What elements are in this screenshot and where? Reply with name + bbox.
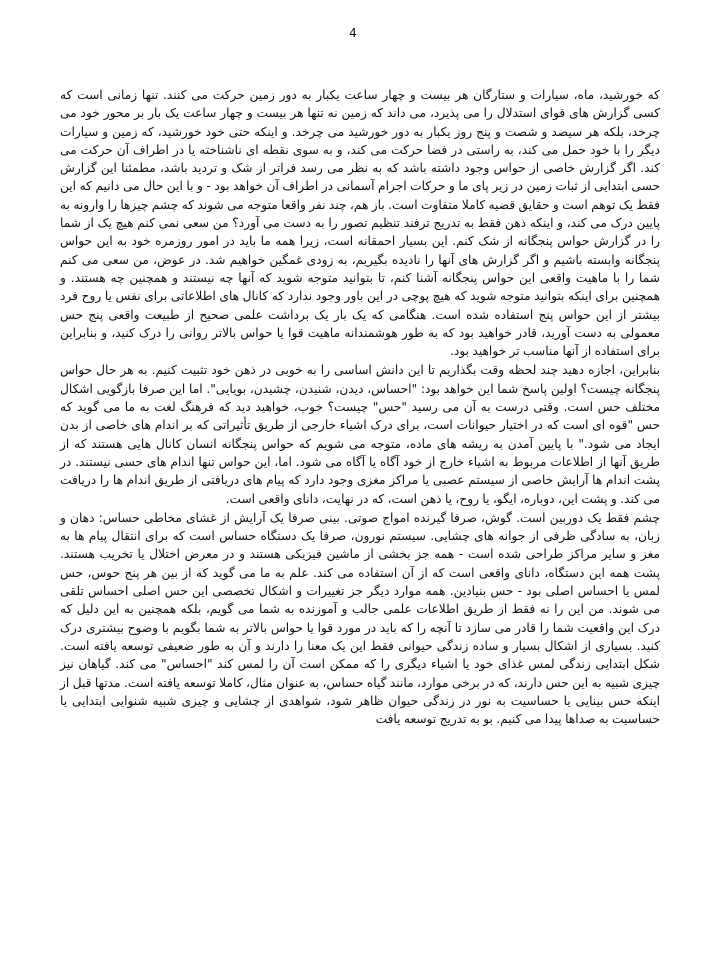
paragraph-1: که خورشید، ماه، سیارات و ستارگان هر بیست و چهار ساعت یکبار به دور زمین حرکت می کنند. تنها زمانی است که کسی گزارش های قوای استدلال را می پذیرد، می داند که زمین نه تنها هر بیست و چهار ساعت یک بار بر محور خود می چرخد، بلکه هر سیصد و شصت و پنج روز یکبار به دور خورشید می چرخد. و اینکه حتی خود خورشید، که زمین و سیارات دیگر را با خود حمل می کند، به راستی در فضا حرکت می کند، و به سوی نقطه ای ناشناخته یا در اطراف آن حرکت می کند. اگر گزارش خاصی از حواس وجود داشته باشد که به نظر می رسد فراتر از شک و تردید باشد، مطمئنا این گزارش حسی ابتدایی از ثبات زمین در زیر پای ما و حرکات اجرام آسمانی در اطراف آن خواهد بود - و با این حال می دانیم که این فقط یک توهم است و حقایق قضیه کاملا متفاوت است. باز هم، چند نفر واقعا متوجه می شوند که چشم چیزها را وارونه به پایین درک می کند، و اینکه ذهن فقط به تدریج ترفند تنظیم تصور را به دست می آورد؟ من سعی نمی کنم هیچ یک از شما را در گزارش حواس پنجگانه از شک کنم. این بسیار احمقانه است، زیرا همه ما باید در امور روزمره خود به این حواس پنجگانه وابسته باشیم و اگر گزارش های آنها را نادیده بگیریم، به زودی غمگین خواهیم شد. در عوض، من سعی می کنم شما را با ماهیت واقعی این حواس پنجگانه آشنا کنم، تا بتوانید متوجه شوید که آنها چه نیستند و همچنین چه هستند. و همچنین برای اینکه بتوانید متوجه شوید که هیچ پوچی در این باور وجود ندارد که کانال های اطلاعاتی برای نفس یا روح فرد بیشتر از این حواس پنج استفاده شده است. هنگامی که یک بار یک برداشت علمی صحیح از طبیعت واقعی پنج حس معمولی به دست آورید، قادر خواهید بود که به طور هوشمندانه ماهیت قوا یا حواس بالاتر روانی را درک کنید، و بنابراین برای استفاده از آنها مناسب تر خواهید بود. [60,88,660,359]
paragraph-3: چشم فقط یک دوربین است. گوش، صرفا گیرنده امواج صوتی. بینی صرفا یک آرایش از غشای مخاطی حساس: دهان و زبان، به سادگی ظرفی از جوانه های چشایی. سیستم نورون، صرفا یک دستگاه حساس است که برای انتقال پیام ها به مغز و سایر مراکز طراحی شده است - همه جز بخشی از ماشین فیزیکی هستند و در معرض اختلال یا تخریب هستند. پشت همه این دستگاه، دانای واقعی است که از آن استفاده می کند. علم به ما می گوید که از بین هر پنج حوس، حس لمس یا احساس اصلی بود - حس بنیادین. همه موارد دیگر جز تغییرات و اشکال تخصصی این حس اصلی احساس تلقی می شوند. من این را نه فقط از طریق اطلاعات علمی جالب و آموزنده به شما می گویم، بلکه همچنین به این دلیل که درک این واقعیت شما را قادر می سازد تا آنچه را که باید در مورد قوا یا حواس بالاتر به شما بگویم با وضوح بیشتری درک کنید. بسیاری از اشکال بسیار و ساده زندگی حیوانی فقط این یک معنا را دارند و آن به طور ضعیفی توسعه یافته است. شکل ابتدایی زندگی لمس غذای خود یا اشیاء دیگری را که ممکن است آن را لمس کند "احساس" می کند. گیاهان نیز چیزی شبیه به این حس دارند، که در برخی موارد، مانند گیاه حساس، به عنوان مثال، کاملا توسعه یافته است. مدتها قبل از اینکه حس بینایی یا حساسیت به نور در زندگی حیوان ظاهر شود، شواهدی از چشایی و چیزی شبیه شنوایی ابتدایی یا حساسیت به صداها پیدا می کنیم. بو به تدریج توسعه یافت [60,510,660,727]
document-body [60,86,660,728]
paragraph-2: بنابراین، اجازه دهید چند لحظه وقت بگذاریم تا این دانش اساسی را به خوبی در ذهن خود تثبیت کنیم. به هر حال حواس پنجگانه چیست؟ اولین پاسخ شما این خواهد بود: "احساس، دیدن، شنیدن، چشیدن، بویایی". اما این صرفا بازگویی اشکال مختلف حس است. وقتی درست به آن می رسید "حس" چیست؟ خوب، خواهید دید که فرهنگ لغت به ما می گوید که حس "قوه ای است که در اختیار حیوانات است، برای درک اشیاء خارجی از طریق تأثیراتی که بر اندام های خاصی از بدن ایجاد می شود." با پایین آمدن به ریشه های ماده، متوجه می شویم که حواس پنجگانه انسان کانال هایی هستند که از طریق آنها از اطلاعات مربوط به اشیاء خارج از خود آگاه یا آگاه می شود. اما، این حواس تنها اندام های حسی نیستند. در پشت اندام ها آرایش خاصی از سیستم عصبی یا مراکز مغزی وجود دارد که پیام های دریافتی از طریق اندام ها را دریافت می کند. و پشت این، دوباره، ایگو، یا روح، یا ذهن است، که در نهایت، دانای واقعی است. [60,363,660,506]
page-number: 4 [349,26,357,40]
